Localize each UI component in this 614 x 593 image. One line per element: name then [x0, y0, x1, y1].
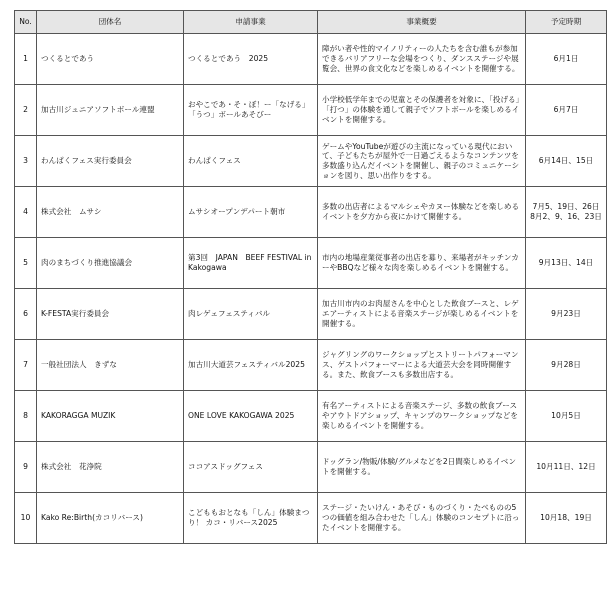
project-name: 加古川大道芸フェスティバル2025 — [184, 340, 318, 391]
table-row — [15, 340, 607, 391]
organization-name: わんぱくフェス実行委員会 — [37, 136, 184, 187]
project-name: おやこであ・そ・ぼ！ー「なげる」「うつ」ボールあそびー — [184, 85, 318, 136]
project-name: ムサシオープンデパート朝市 — [184, 187, 318, 238]
project-name: こどももおとなも「しん」体験まつり！ カコ・リバース2025 — [184, 493, 318, 544]
table-row — [15, 289, 607, 340]
table-row — [15, 187, 607, 238]
row-number: 10 — [15, 493, 37, 544]
table-row — [15, 442, 607, 493]
project-summary: 小学校低学年までの児童とその保護者を対象に、「投げる」「打つ」の体験を通して親子でソフトボールを楽しめるイベントを開催する。 — [318, 85, 526, 136]
project-name: つくるとであう 2025 — [184, 34, 318, 85]
project-summary: ステージ・たいけん・あそび・ものづくり・たべものの5つの価値を組み合わせた「しん」体験のコンセプトに沿ったイベントを開催する。 — [318, 493, 526, 544]
scheduled-date: 9月23日 — [526, 289, 607, 340]
project-name: わんぱくフェス — [184, 136, 318, 187]
row-number: 8 — [15, 391, 37, 442]
project-summary: 有名アーティストによる音楽ステージ、多数の飲食ブースやアウトドアショップ、キャンプのワークショップなどを楽しめるイベントを開催する。 — [318, 391, 526, 442]
header-organization: 団体名 — [37, 11, 184, 34]
organization-name: K-FESTA実行委員会 — [37, 289, 184, 340]
project-summary: 加古川市内のお肉屋さんを中心とした飲食ブースと、レゲエアーティストによる音楽ステージが楽しめるイベントを開催する。 — [318, 289, 526, 340]
scheduled-date: 10月5日 — [526, 391, 607, 442]
project-name: 第3回 JAPAN BEEF FESTIVAL in Kakogawa — [184, 238, 318, 289]
header-row — [15, 11, 607, 34]
project-summary: ゲームやYouTubeが遊びの主流になっている現代において、子どもたちが屋外で一日過ごえるようなコンテンツを多数盛り込んだイベントを開催し、親子のコミュニケーションを図り、思い出作りをする。 — [318, 136, 526, 187]
row-number: 3 — [15, 136, 37, 187]
project-summary: 多数の出店者によるマルシェやカヌー体験などを楽しめるイベントを夕方から夜にかけて開催する。 — [318, 187, 526, 238]
events-table — [14, 10, 607, 544]
scheduled-date: 6月1日 — [526, 34, 607, 85]
row-number: 2 — [15, 85, 37, 136]
scheduled-date: 9月28日 — [526, 340, 607, 391]
project-name: ココアスドッグフェス — [184, 442, 318, 493]
header-date: 予定時期 — [526, 11, 607, 34]
project-summary: ドッグラン/物販/体験/グルメなどを2日間楽しめるイベントを開催する。 — [318, 442, 526, 493]
row-number: 9 — [15, 442, 37, 493]
project-summary: 障がい者や性的マイノリティーの人たちを含む誰もが参加できるバリアフリーな会場をつくり、ダンスステージや展覧会、世界の食文化などを楽しめるイベントを開催する。 — [318, 34, 526, 85]
scheduled-date: 10月11日、12日 — [526, 442, 607, 493]
organization-name: 株式会社 花浄院 — [37, 442, 184, 493]
organization-name: 加古川ジュニアソフトボール連盟 — [37, 85, 184, 136]
project-name: ONE LOVE KAKOGAWA 2025 — [184, 391, 318, 442]
scheduled-date: 6月7日 — [526, 85, 607, 136]
header-summary: 事業概要 — [318, 11, 526, 34]
table-row — [15, 136, 607, 187]
organization-name: 株式会社 ムサシ — [37, 187, 184, 238]
organization-name: Kako Re:Birth(カコリバース) — [37, 493, 184, 544]
scheduled-date: 10月18、19日 — [526, 493, 607, 544]
row-number: 1 — [15, 34, 37, 85]
table-row — [15, 391, 607, 442]
organization-name: KAKORAGGA MUZIK — [37, 391, 184, 442]
project-summary: 市内の地場産業従事者の出店を募り、来場者がキッチンカーやBBQなど様々な肉を楽しめるイベントを開催する。 — [318, 238, 526, 289]
project-summary: ジャグリングのワークショップとストリートパフォーマンス、ゲストパフォーマーによる大道芸大会を同時開催する。また、飲食ブースも多数出店する。 — [318, 340, 526, 391]
table-row — [15, 238, 607, 289]
organization-name: つくるとであう — [37, 34, 184, 85]
row-number: 6 — [15, 289, 37, 340]
row-number: 4 — [15, 187, 37, 238]
table-row — [15, 85, 607, 136]
header-project: 申請事業 — [184, 11, 318, 34]
row-number: 5 — [15, 238, 37, 289]
scheduled-date: 9月13日、14日 — [526, 238, 607, 289]
header-no: No. — [15, 11, 37, 34]
project-name: 肉レゲェフェスティバル — [184, 289, 318, 340]
table-row — [15, 493, 607, 544]
organization-name: 肉のまちづくり推進協議会 — [37, 238, 184, 289]
table-row — [15, 34, 607, 85]
scheduled-date: 6月14日、15日 — [526, 136, 607, 187]
scheduled-date: 7月5、19日、26日 8月2、9、16、23日 — [526, 187, 607, 238]
row-number: 7 — [15, 340, 37, 391]
organization-name: 一般社団法人 きずな — [37, 340, 184, 391]
